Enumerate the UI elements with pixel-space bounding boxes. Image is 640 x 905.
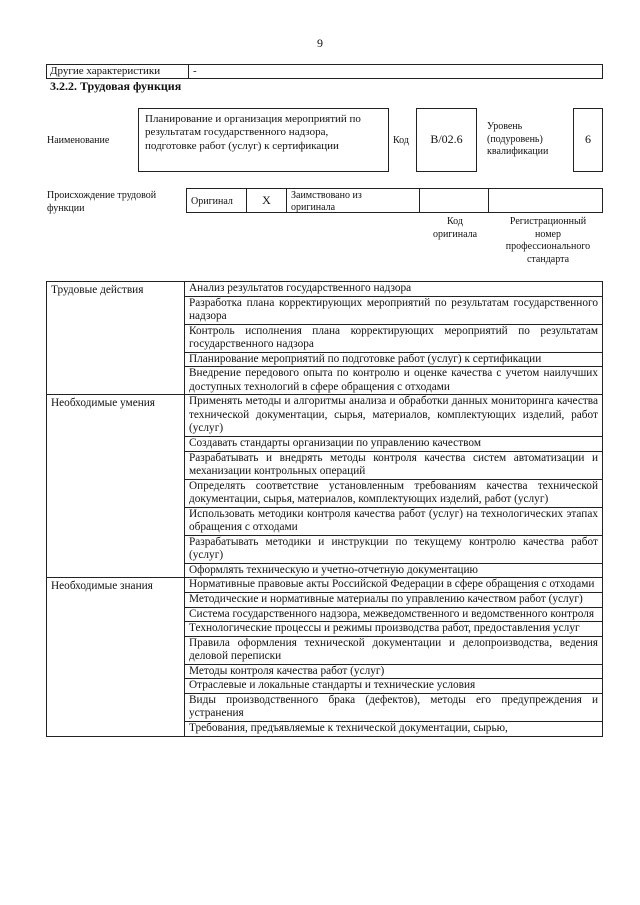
borrowed-label-line: Заимствовано из <box>291 190 362 201</box>
labor-function-table-body <box>47 282 603 737</box>
caption-line: номер <box>535 228 561 240</box>
borrowed-label-line: оригинала <box>291 202 336 213</box>
required-skills-item: Оформлять техническую и учетно-отчетную документацию <box>185 563 603 578</box>
required-knowledge-item: Система государственного надзора, межведомственного и ведомственного контроля <box>185 607 603 622</box>
original-label: Оригинал <box>187 189 247 212</box>
required-skills-item: Разрабатывать методики и инструкции по текущему контролю качества работ (услуг) <box>185 535 603 563</box>
original-code-caption <box>420 216 490 241</box>
caption-line: профессионального <box>505 241 591 252</box>
required-knowledge-item: Виды производственного брака (дефектов), методы его предупреждения и устранения <box>185 693 603 721</box>
required-skills-item: Определять соответствие установленным требованиям качества технической документации, сырья, материалов, комплектующих изделий, работ (услуг) <box>185 479 603 507</box>
registration-number-caption <box>494 216 602 266</box>
function-name: Планирование и организация мероприятий по результатам государственного надзора, подготовке работ (услуг) к сертификации <box>138 108 389 172</box>
table-row <box>47 282 603 297</box>
section-title: 3.2.2. Трудовая функция <box>50 79 182 93</box>
origin-label-line: функции <box>47 202 85 214</box>
origin-label-line: Происхождение трудовой <box>47 190 157 201</box>
required-knowledge-item: Нормативные правовые акты Российской Федерации в сфере обращения с отходами <box>185 578 603 593</box>
caption-line: Регистрационный <box>509 216 587 227</box>
caption-line: оригинала <box>432 228 478 240</box>
table-row <box>47 395 603 437</box>
caption-line: Код <box>447 216 463 227</box>
level-label-line: (подуровень) <box>487 133 543 145</box>
labor-actions-item: Анализ результатов государственного надзора <box>185 282 603 297</box>
original-code-cell <box>420 189 489 212</box>
required-skills-item: Применять методы и алгоритмы анализа и обработки данных мониторинга качества технической документации, сырья, материалов, комплектующих изделий, работ (услуг) <box>185 395 603 437</box>
required-skills-item: Использовать методики контроля качества работ (услуг) на технологических этапах обращения с отходами <box>185 507 603 535</box>
required-knowledge-item: Технологические процессы и режимы производства работ, предоставления услуг <box>185 622 603 637</box>
required-knowledge-item: Требования, предъявляемые к технической документации, сырью, <box>185 721 603 736</box>
caption-line: стандарта <box>526 253 570 265</box>
required-knowledge-item: Методические и нормативные материалы по управлению качеством работ (услуг) <box>185 593 603 608</box>
level-label-line: Уровень <box>487 121 523 132</box>
other-characteristics-value: - <box>193 65 197 77</box>
origin-label <box>47 190 156 215</box>
required-skills-item: Создавать стандарты организации по управлению качеством <box>185 437 603 452</box>
qualification-level: 6 <box>573 108 603 172</box>
labor-actions-item: Планирование мероприятий по подготовке работ (услуг) к сертификации <box>185 352 603 367</box>
table-row <box>47 578 603 593</box>
required-knowledge-label: Необходимые знания <box>47 578 185 736</box>
required-skills-item: Разрабатывать и внедрять методы контроля качества систем автоматизации и механизации контрольных операций <box>185 451 603 479</box>
borrowed-label <box>287 189 420 212</box>
function-code: В/02.6 <box>416 108 477 172</box>
function-code-label: Код <box>393 135 409 146</box>
origin-table <box>186 188 603 213</box>
function-name-label: Наименование <box>47 135 110 146</box>
qualification-level-label <box>487 121 548 159</box>
required-knowledge-item: Методы контроля качества работ (услуг) <box>185 664 603 679</box>
other-characteristics-label: Другие характеристики <box>47 65 189 78</box>
labor-function-table <box>46 281 603 737</box>
level-label-line: квалификации <box>487 146 549 157</box>
other-characteristics-row <box>46 64 603 79</box>
page-number: 9 <box>317 36 323 50</box>
labor-actions-item: Контроль исполнения плана корректирующих мероприятий по результатам государственного надзора <box>185 324 603 352</box>
registration-number-cell <box>489 189 602 212</box>
labor-actions-item: Внедрение передового опыта по контролю и оценке качества с учетом наилучших доступных технологий в сфере обращения с отходами <box>185 367 603 395</box>
required-knowledge-item: Правила оформления технической документации и делопроизводства, ведения деловой переписки <box>185 636 603 664</box>
required-skills-label: Необходимые умения <box>47 395 185 578</box>
labor-actions-label: Трудовые действия <box>47 282 185 395</box>
original-mark: Х <box>247 189 287 212</box>
labor-actions-item: Разработка плана корректирующих мероприятий по результатам государственного надзора <box>185 296 603 324</box>
required-knowledge-item: Отраслевые и локальные стандарты и технические условия <box>185 679 603 694</box>
